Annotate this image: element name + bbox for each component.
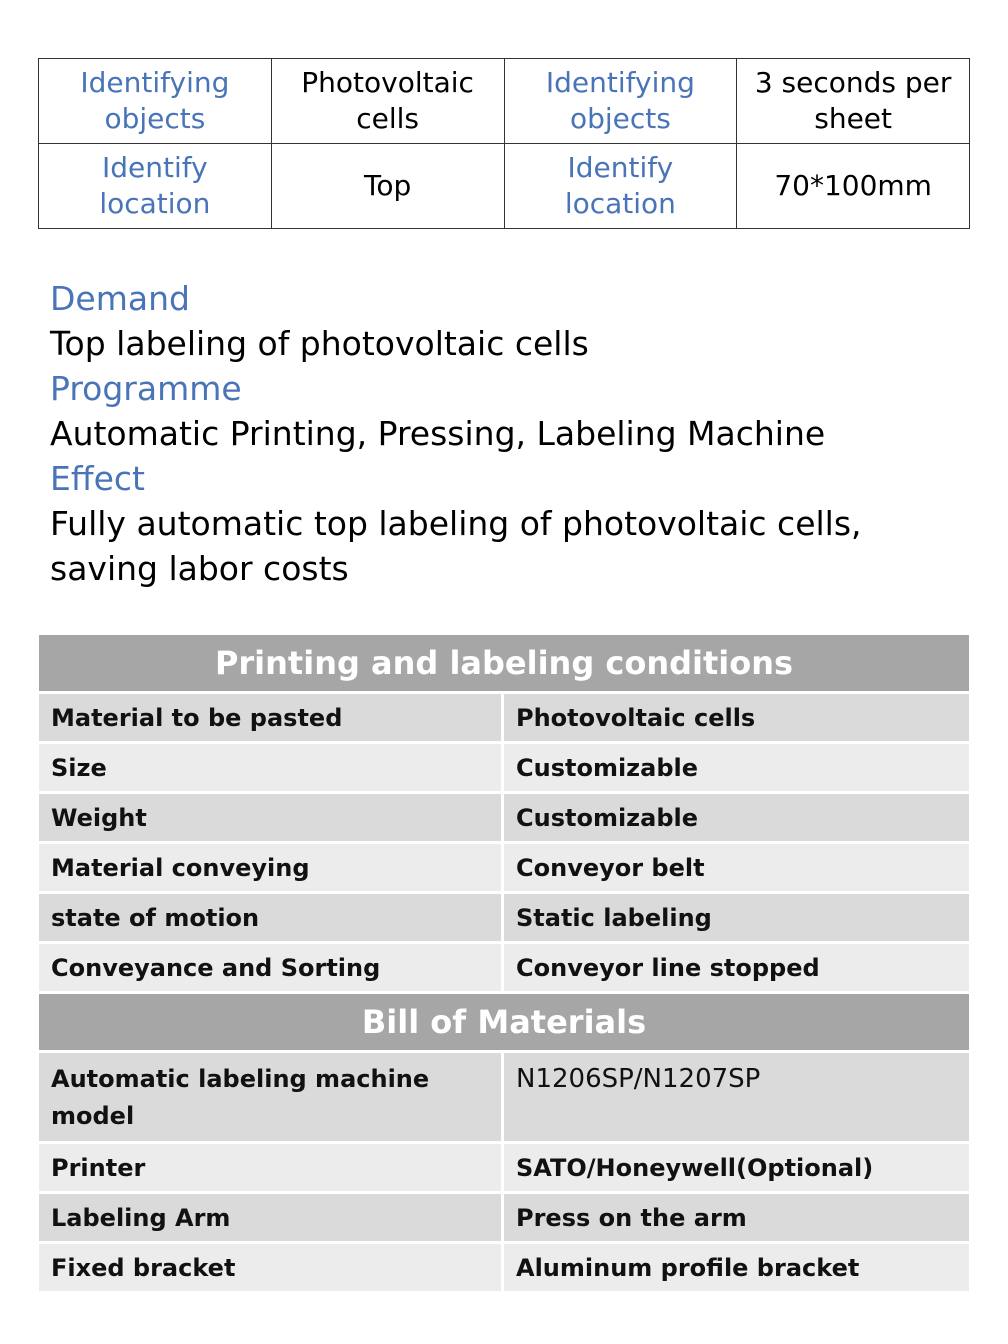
row-value: Aluminum profile bracket xyxy=(504,1244,969,1294)
speed-value: 3 seconds per sheet xyxy=(737,59,970,144)
identify-location-label: Identify location xyxy=(39,144,272,229)
table-row xyxy=(39,1194,969,1244)
identification-row xyxy=(39,59,970,144)
identifying-objects-label-2: Identifying objects xyxy=(504,59,737,144)
row-value: N1206SP/N1207SP xyxy=(504,1053,969,1144)
identify-location-value: Top xyxy=(271,144,504,229)
table-row xyxy=(39,1244,969,1294)
row-label: Fixed bracket xyxy=(39,1244,504,1294)
row-label: state of motion xyxy=(39,894,504,944)
demand-text: Top labeling of photovoltaic cells xyxy=(50,324,589,363)
conditions-title: Printing and labeling conditions xyxy=(39,635,969,694)
label-size-value: 70*100mm xyxy=(737,144,970,229)
row-value: Press on the arm xyxy=(504,1194,969,1244)
table-row xyxy=(39,844,969,894)
table-row xyxy=(39,894,969,944)
row-label: Conveyance and Sorting xyxy=(39,944,504,994)
row-value: Photovoltaic cells xyxy=(504,694,969,744)
bom-title: Bill of Materials xyxy=(39,994,969,1053)
identification-table xyxy=(38,58,970,229)
identifying-objects-label: Identifying objects xyxy=(39,59,272,144)
row-label: Material to be pasted xyxy=(39,694,504,744)
row-label: Printer xyxy=(39,1144,504,1194)
effect-text-line-2: saving labor costs xyxy=(50,549,349,588)
identify-location-label-2: Identify location xyxy=(504,144,737,229)
demand-heading: Demand xyxy=(50,279,190,318)
row-value: Customizable xyxy=(504,744,969,794)
programme-text: Automatic Printing, Pressing, Labeling Machine xyxy=(50,414,826,453)
row-value: Conveyor line stopped xyxy=(504,944,969,994)
conditions-header xyxy=(39,635,969,694)
table-row xyxy=(39,1053,969,1144)
identifying-objects-value: Photovoltaic cells xyxy=(271,59,504,144)
table-row xyxy=(39,694,969,744)
table-row xyxy=(39,944,969,994)
identification-row xyxy=(39,144,970,229)
table-row xyxy=(39,1144,969,1194)
row-value: SATO/Honeywell(Optional) xyxy=(504,1144,969,1194)
programme-heading: Programme xyxy=(50,369,242,408)
row-label: Size xyxy=(39,744,504,794)
row-label: Material conveying xyxy=(39,844,504,894)
spec-table xyxy=(39,635,969,1294)
row-value: Static labeling xyxy=(504,894,969,944)
row-value: Customizable xyxy=(504,794,969,844)
table-row xyxy=(39,794,969,844)
effect-heading: Effect xyxy=(50,459,145,498)
bom-header xyxy=(39,994,969,1053)
summary-section xyxy=(50,276,970,591)
row-value: Conveyor belt xyxy=(504,844,969,894)
row-label: Automatic labeling machine model xyxy=(39,1053,504,1144)
effect-text-line-1: Fully automatic top labeling of photovoltaic cells, xyxy=(50,504,862,543)
table-row xyxy=(39,744,969,794)
row-label: Weight xyxy=(39,794,504,844)
row-label: Labeling Arm xyxy=(39,1194,504,1244)
